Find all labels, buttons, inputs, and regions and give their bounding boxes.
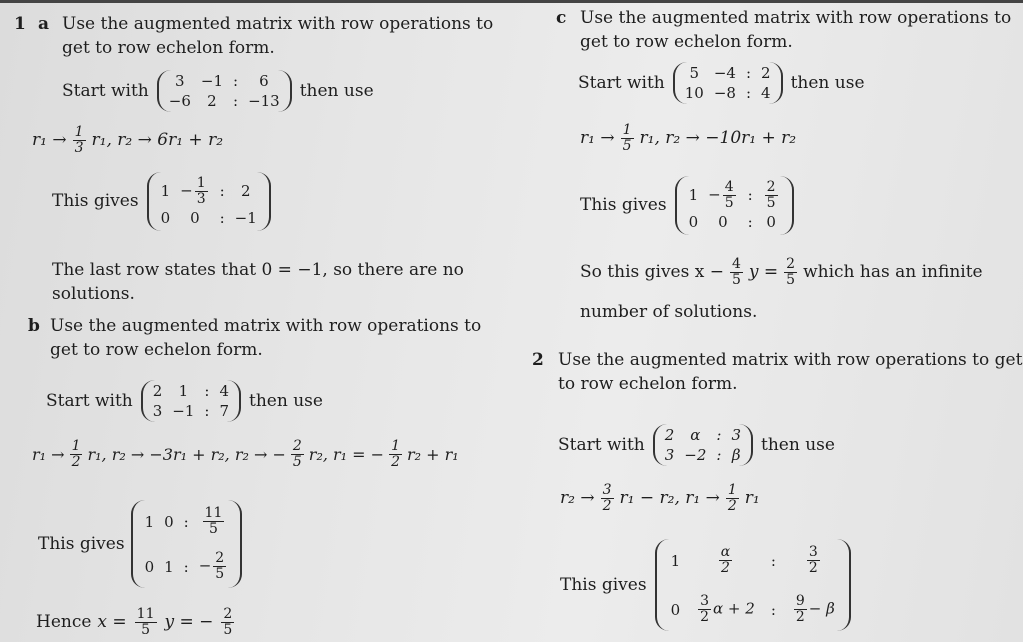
q1c-so-line2: number of solutions. [580, 302, 758, 322]
matrix-cell: 2 [240, 182, 251, 200]
q2-start-row [558, 420, 835, 470]
op-text: r₁ → [32, 444, 65, 464]
matrix-cell: 3 [152, 402, 163, 420]
op-text: r₁ → [580, 128, 615, 148]
matrix-cell: − $\frac{4}{5}$ [708, 178, 734, 211]
matrix-cell: − $\frac{1}{3}$ [180, 174, 206, 207]
matrix-cell: : [233, 72, 239, 90]
matrix-cell: 3 [175, 72, 185, 90]
matrix-cell: : [233, 92, 239, 110]
matrix-cell: 1 [178, 382, 189, 400]
matrix-cell: −4 [713, 64, 736, 82]
q2-row-ops [560, 478, 760, 518]
op-text: r₁ [744, 488, 760, 508]
gives-label: This gives [560, 575, 647, 595]
matrix-cell: : [204, 402, 210, 420]
matrix-cell: −6 [168, 92, 191, 110]
q2-result-matrix [655, 539, 851, 631]
matrix-cell: − $\frac{2}{5}$ [198, 550, 225, 582]
matrix-cell: : [219, 208, 225, 227]
q1a-row-ops [32, 120, 223, 160]
start-label: Start with [62, 81, 149, 101]
question-number: 1 [14, 14, 26, 34]
so-text: y = [748, 262, 779, 282]
matrix-cell: : [745, 64, 752, 82]
matrix-cell: 1 [670, 551, 681, 570]
q2-matrix [653, 424, 753, 466]
q1c-so-row [580, 252, 983, 292]
q1c-result-matrix [675, 176, 794, 235]
start-label: Start with [558, 435, 645, 455]
so-text: which has an infinite [803, 262, 983, 282]
matrix-cell: 3 [664, 446, 675, 464]
matrix-cell: : [716, 446, 722, 464]
matrix-cell: β [731, 446, 741, 464]
q1c-matrix [673, 62, 783, 104]
then-use-label: then use [299, 81, 374, 101]
q1b-intro-line2: get to row echelon form. [50, 340, 263, 360]
matrix-cell: α [690, 426, 701, 444]
gives-label: This gives [52, 191, 139, 211]
matrix-cell: : [745, 84, 752, 102]
q1b-matrix [141, 380, 241, 422]
matrix-cell: −13 [248, 92, 280, 110]
matrix-cell: −1 [234, 208, 257, 227]
q1c-start-row [578, 60, 865, 106]
gives-label: This gives [38, 534, 125, 554]
matrix-cell: 4 [219, 382, 230, 400]
matrix-cell: 0 [718, 212, 728, 231]
matrix-cell: 0 [144, 557, 155, 576]
matrix-cell: 7 [219, 402, 230, 420]
q1a-start-row [62, 68, 374, 114]
fraction: $\frac{1}{2}$ [391, 437, 400, 470]
part-letter-b: b [28, 316, 40, 336]
matrix-cell: $\frac{2}{5}$ [766, 178, 776, 211]
matrix-cell: 0 [766, 212, 776, 231]
matrix-cell: : [183, 557, 189, 576]
q1c-intro: Use the augmented matrix with row operations to [580, 8, 1012, 28]
matrix-cell: : [770, 551, 776, 570]
matrix-cell: : [716, 426, 722, 444]
matrix-cell: 0 [670, 600, 681, 619]
q1b-start-row [46, 378, 323, 424]
matrix-cell: 0 [160, 208, 171, 227]
op-text: r₁, r₂ → −10r₁ + r₂ [639, 128, 797, 148]
gives-label: This gives [580, 195, 667, 215]
matrix-cell: 1 [164, 557, 174, 576]
q2-intro-line2: to row echelon form. [558, 374, 738, 394]
q1b-hence-row [36, 604, 236, 640]
matrix-cell: : [204, 382, 210, 400]
x-equals: x = [97, 612, 127, 632]
q1b-intro: Use the augmented matrix with row operations to [50, 316, 482, 336]
matrix-cell: 1 [144, 512, 155, 531]
matrix-cell: −1 [200, 72, 223, 90]
question-number-2: 2 [532, 350, 544, 370]
start-label: Start with [46, 391, 133, 411]
fraction: $\frac{1}{2}$ [727, 481, 737, 514]
matrix-cell: −8 [713, 84, 736, 102]
matrix-cell: 2 [761, 64, 771, 82]
matrix-cell: $\frac{3}{2}$ α + 2 [700, 593, 755, 625]
part-letter-c: c [556, 8, 567, 28]
matrix-cell: $\frac{11}{5}$ [204, 505, 223, 537]
matrix-cell: 2 [664, 426, 675, 444]
fraction: $\frac{4}{5}$ [731, 255, 741, 288]
then-use-label: then use [761, 435, 835, 455]
fraction: $\frac{11}{5}$ [136, 605, 155, 638]
then-use-label: then use [249, 391, 323, 411]
matrix-cell: 0 [688, 212, 699, 231]
matrix-cell: 1 [688, 186, 699, 204]
q1c-intro-line2: get to row echelon form. [580, 32, 793, 52]
matrix-cell: 0 [164, 512, 174, 531]
q1c-result-row [580, 172, 794, 238]
matrix-cell: 1 [160, 182, 171, 200]
q1b-result-matrix [131, 500, 243, 588]
matrix-cell: $\frac{9}{2}$ − β [795, 593, 835, 625]
y-equals: y = − [164, 612, 214, 632]
op-text: r₂ + r₁ [407, 444, 459, 464]
op-text: r₁ − r₂, r₁ → [619, 488, 720, 508]
matrix-cell: 4 [761, 84, 771, 102]
matrix-cell: −2 [684, 446, 707, 464]
matrix-cell: −1 [172, 402, 195, 420]
matrix-cell: 5 [689, 64, 700, 82]
matrix-cell: 2 [207, 92, 217, 110]
matrix-cell: 10 [684, 84, 704, 102]
start-label: Start with [578, 73, 665, 93]
matrix-cell: $\frac{\alpha}{2}$ [720, 544, 731, 576]
q1a-result-row [52, 168, 271, 234]
so-text: So this gives x − [580, 262, 724, 282]
hence-label: Hence [36, 612, 92, 632]
fraction: $\frac{1}{3}$ [74, 123, 84, 156]
q1c-row-ops [580, 118, 796, 158]
q1a-result-matrix [147, 172, 271, 231]
q1a-intro-line2: get to row echelon form. [62, 38, 275, 58]
fraction: $\frac{2}{5}$ [292, 437, 302, 470]
op-text: r₁ → [32, 130, 67, 150]
matrix-cell: 6 [259, 72, 269, 90]
matrix-cell: : [770, 600, 776, 619]
fraction: $\frac{1}{5}$ [622, 121, 632, 154]
page-top-edge [0, 0, 1023, 3]
q1a-conclusion: The last row states that 0 = −1, so there are no [52, 260, 464, 280]
q1a-conclusion-line2: solutions. [52, 284, 135, 304]
fraction: $\frac{2}{5}$ [786, 255, 796, 288]
fraction: $\frac{2}{5}$ [223, 605, 233, 638]
op-text: r₁, r₂ → −3r₁ + r₂, r₂ → − [87, 444, 286, 464]
q2-result-row [560, 530, 851, 640]
matrix-cell: : [183, 512, 189, 531]
q1a-intro: Use the augmented matrix with row operations to [62, 14, 494, 34]
fraction: $\frac{3}{2}$ [602, 481, 612, 514]
op-text: r₂ → [560, 488, 595, 508]
matrix-cell: : [747, 212, 753, 231]
q1a-matrix [157, 70, 292, 112]
matrix-cell: 0 [190, 208, 200, 227]
q1b-row-ops [32, 434, 459, 474]
fraction: $\frac{1}{2}$ [71, 437, 81, 470]
matrix-cell: 2 [152, 382, 163, 400]
then-use-label: then use [790, 73, 865, 93]
op-text: r₁, r₂ → 6r₁ + r₂ [91, 130, 224, 150]
part-letter-a: a [38, 14, 50, 34]
op-text: r₂, r₁ = − [308, 444, 385, 464]
matrix-cell: 3 [731, 426, 742, 444]
matrix-cell: $\frac{3}{2}$ [808, 544, 818, 576]
matrix-cell: : [219, 182, 225, 200]
q1b-result-row [38, 494, 242, 594]
matrix-cell: : [747, 186, 753, 204]
q2-intro: Use the augmented matrix with row operations to get [558, 350, 1023, 370]
